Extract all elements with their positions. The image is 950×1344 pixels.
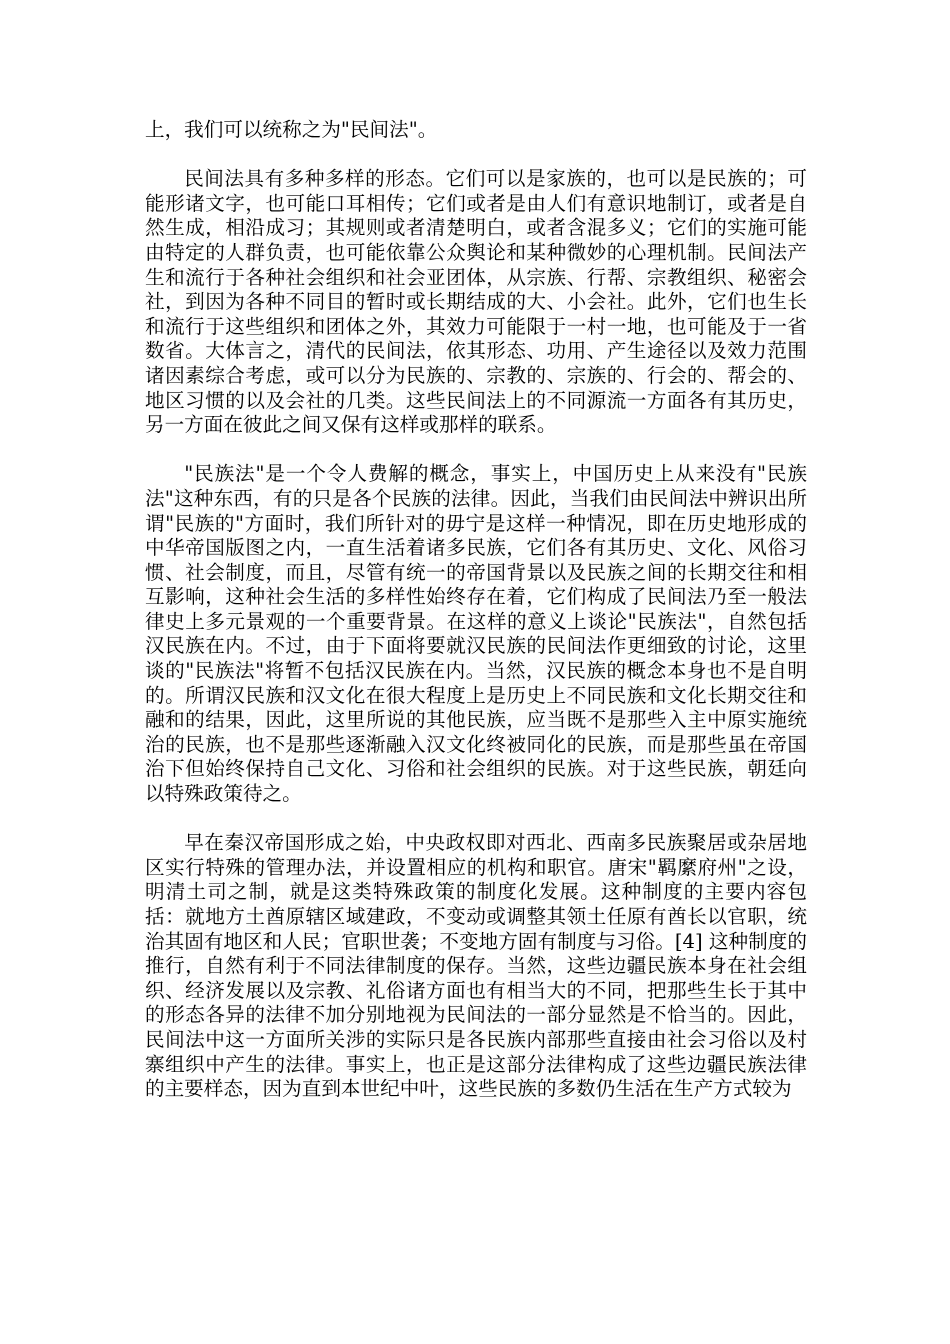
- paragraph-frontier-policy: 早在秦汉帝国形成之始，中央政权即对西北、西南多民族聚居或杂居地区实行特殊的管理办法，并设置相应的机构和职官。唐宋"羁縻府州"之设，明清土司之制，就是这类特殊政策的制度化发展。这种制度的主要内容包括：就地方土酋原辖区域建政，不变动或调整其领土任原有酋长以官职，统治其固有地区和人民；官职世袭；不变地方固有制度与习俗。[4] 这种制度的推行，自然有利于不同法律制度的保存。当然，这些边疆民族本身在社会组织、经济发展以及宗教、礼俗诸方面也有相当大的不同，把那些生长于其中的形态各异的法律不加分别地视为民间法的一部分显然是不恰当的。因此，民间法中这一方面所关涉的实际只是各民族内部那些直接由社会习俗以及村寨组织中产生的法律。事实上，也正是这部分法律构成了这些边疆民族法律的主要样态，因为直到本世纪中叶，这些民族的多数仍生活在生产方式较为: [145, 831, 807, 1101]
- paragraph-ethnic-law: "民族法"是一个令人费解的概念，事实上，中国历史上从来没有"民族法"这种东西，有的只是各个民族的法律。因此，当我们由民间法中辨识出所谓"民族的"方面时，我们所针对的毋宁是这样一种情况，即在历史地形成的中华帝国版图之内，一直生活着诸多民族，它们各有其历史、文化、风俗习惯、社会制度，而且，尽管有统一的帝国背景以及民族之间的长期交往和相互影响，这种社会生活的多样性始终存在着，它们构成了民间法乃至一般法律史上多元景观的一个重要背景。在这样的意义上谈论"民族法"，自然包括汉民族在内。不过，由于下面将要就汉民族的民间法作更细致的讨论，这里谈的"民族法"将暂不包括汉民族在内。当然，汉民族的概念本身也不是自明的。所谓汉民族和汉文化在很大程度上是历史上不同民族和文化长期交往和融和的结果，因此，这里所说的其他民族，应当既不是那些入主中原实施统治的民族，也不是那些逐渐融入汉文化终被同化的民族，而是那些虽在帝国治下但始终保持自己文化、习俗和社会组织的民族。对于这些民族，朝廷向以特殊政策待之。: [145, 462, 807, 806]
- document-page: [145, 118, 807, 1102]
- paragraph-folk-law-forms: 民间法具有多种多样的形态。它们可以是家族的，也可以是民族的；可能形诸文字，也可能口耳相传；它们或者是由人们有意识地制订，或者是自然生成，相沿成习；其规则或者清楚明白，或者含混多义；它们的实施可能由特定的人群负责，也可能依靠公众舆论和某种微妙的心理机制。民间法产生和流行于各种社会组织和社会亚团体，从宗族、行帮、宗教组织、秘密会社，到因为各种不同目的暂时或长期结成的大、小会社。此外，它们也生长和流行于这些组织和团体之外，其效力可能限于一村一地，也可能及于一省数省。大体言之，清代的民间法，依其形态、功用、产生途径以及效力范围诸因素综合考虑，或可以分为民族的、宗教的、宗族的、行会的、帮会的、地区习惯的以及会社的几类。这些民间法上的不同源流一方面各有其历史，另一方面在彼此之间又保有这样或那样的联系。: [145, 167, 807, 437]
- paragraph-continuation: 上，我们可以统称之为"民间法"。: [145, 118, 438, 141]
